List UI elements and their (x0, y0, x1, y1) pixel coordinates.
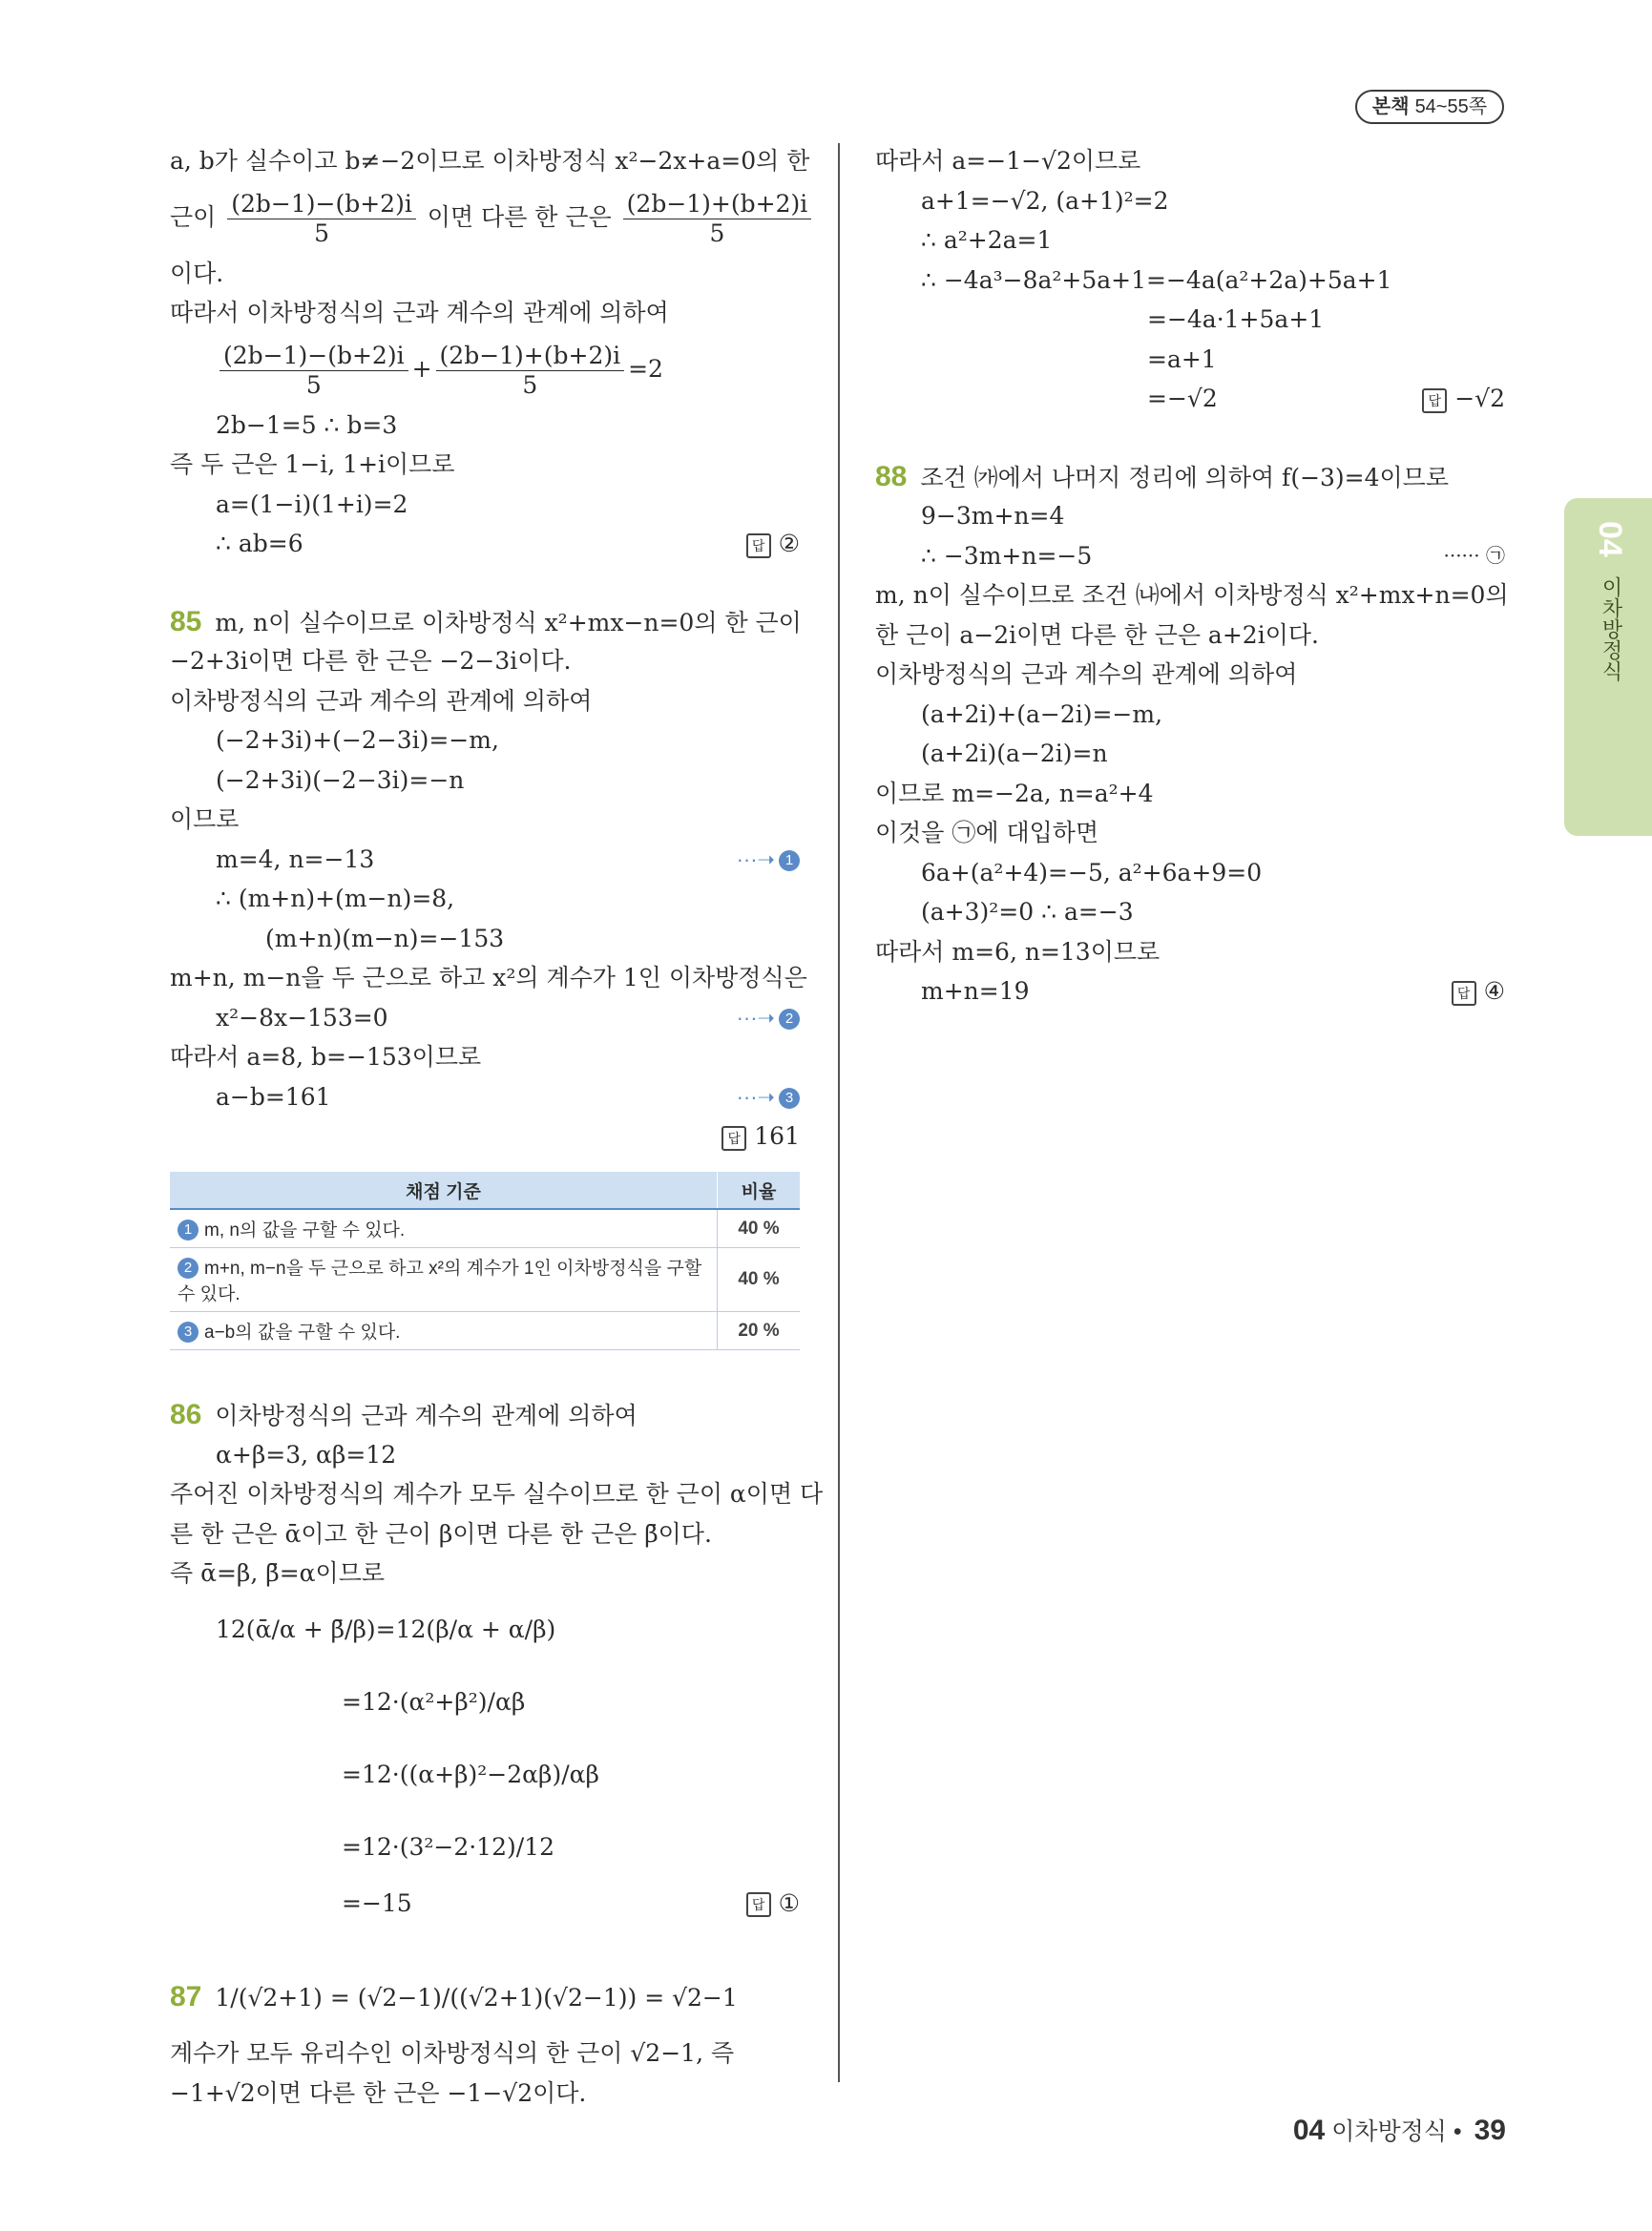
text-fragment: 이차방정식의 근과 계수의 관계에 의하여 (215, 1402, 638, 1429)
criteria-cell (170, 1209, 718, 1248)
page-footer (1293, 2113, 1506, 2147)
left-column (170, 141, 810, 1157)
ratio-cell: 20 % (718, 1312, 801, 1350)
text-line: 따라서 a=8, b=−153이므로 (170, 1043, 482, 1071)
step-number: 3 (178, 1322, 199, 1343)
text-fragment: x²−8x−153=0 (216, 1003, 388, 1032)
text-fragment: =−15 (342, 1888, 412, 1917)
answer-value: ① (778, 1888, 800, 1917)
numerator: (2b−1)−(b+2)i (220, 342, 408, 371)
answer-line (170, 1116, 800, 1157)
text-fragment: 근이 (170, 202, 217, 231)
problem-number: 88 (875, 460, 908, 492)
step-number: 2 (779, 1009, 800, 1030)
equation-line: (−2+3i)+(−2−3i)=−m, (216, 726, 499, 754)
equation-line (170, 1884, 800, 1924)
text-line: m, n이 실수이므로 조건 ㈏에서 이차방정식 x²+mx+n=0의 (875, 581, 1509, 609)
text-line: 주어진 이차방정식의 계수가 모두 실수이므로 한 근이 α이면 다 (170, 1480, 824, 1508)
text-fragment: 이면 다른 한 근은 (427, 202, 612, 231)
page-number: 39 (1474, 2115, 1506, 2146)
answer-value: 161 (754, 1122, 800, 1150)
denominator: 5 (305, 370, 322, 399)
text-fragment: 조건 ㈎에서 나머지 정리에 의하여 f(−3)=4이므로 (920, 463, 1449, 491)
answer-88 (1452, 971, 1505, 1011)
right-column (875, 141, 1509, 1011)
answer-icon: 답 (1452, 981, 1476, 1006)
equation-line: =12·((α+β)²−2αβ)/αβ (342, 1760, 599, 1788)
text-line: a, b가 실수이고 b≠−2이므로 이차방정식 x²−2x+a=0의 한 (170, 147, 810, 175)
chapter-number: 04 (1592, 521, 1628, 557)
text-fragment: ∴ ab=6 (216, 530, 303, 557)
equation-line: =−4a·1+5a+1 (1147, 305, 1325, 333)
text-line: 한 근이 a−2i이면 다른 한 근은 a+2i이다. (875, 620, 1319, 649)
step-marker-2 (737, 998, 800, 1038)
criteria-cell (170, 1312, 718, 1350)
step-number: 2 (178, 1258, 199, 1279)
book-label: 본책 (1371, 96, 1410, 117)
text-line: 이차방정식의 근과 계수의 관계에 의하여 (170, 686, 593, 715)
text-line: 따라서 이차방정식의 근과 계수의 관계에 의하여 (170, 299, 669, 326)
problem-number: 87 (170, 1981, 202, 2012)
answer-icon: 답 (746, 533, 771, 558)
text-fragment: ∴ −3m+n=−5 (921, 541, 1093, 570)
equation-line: =12·(3²−2·12)/12 (342, 1832, 554, 1861)
text-fragment: m+n=19 (921, 977, 1030, 1005)
step-number: 3 (779, 1088, 800, 1109)
text-line: 이것을 ㉠에 대입하면 (875, 819, 1099, 846)
answer-icon: 답 (746, 1892, 771, 1917)
chapter-title: 이차방정식 (1600, 576, 1623, 681)
footer-separator: • (1453, 2118, 1462, 2145)
table-row (170, 1248, 800, 1312)
text-fragment: m, n이 실수이므로 이차방정식 x²+mx−n=0의 한 근이 (215, 608, 802, 636)
equation-line: ∴ (m+n)+(m−n)=8, (216, 885, 455, 912)
answer-87 (1422, 379, 1505, 419)
equation-line: 2b−1=5 ∴ b=3 (216, 410, 398, 439)
equation-line (875, 536, 1505, 576)
text-fragment: =−√2 (1147, 385, 1218, 412)
equation-line: (−2+3i)(−2−3i)=−n (216, 765, 465, 794)
footer-chapter-title: 이차방정식 (1331, 2118, 1447, 2145)
text-fragment: m=4, n=−13 (216, 844, 375, 873)
problem-87-line (170, 1961, 800, 2033)
fraction (227, 190, 416, 248)
equation-line: (a+2i)(a−2i)=n (921, 740, 1108, 767)
fraction (623, 190, 812, 248)
text-line: 이다. (170, 259, 224, 287)
numerator: (2b−1)−(b+2)i (227, 190, 416, 219)
equation-line: 12(ᾱ/α + β̄/β)=12(β/α + α/β) (216, 1615, 556, 1643)
text-line: m+n, m−n을 두 근으로 하고 x²의 계수가 1인 이차방정식은 (170, 964, 807, 991)
criteria-text: m+n, m−n을 두 근으로 하고 x²의 계수가 1인 이차방정식을 구할 수 있다. (178, 1259, 702, 1304)
equation-line (170, 333, 800, 406)
step-marker-3 (737, 1077, 800, 1117)
table-row (170, 1312, 800, 1350)
ratio-cell: 40 % (718, 1248, 801, 1312)
text-fragment: 1/(√2+1) = (√2−1)/((√2+1)(√2−1)) = √2−1 (215, 1984, 738, 2012)
text-line: 계수가 모두 유리수인 이차방정식의 한 근이 √2−1, 즉 (170, 2039, 735, 2067)
answer-icon: 답 (1422, 388, 1447, 413)
answer-84 (746, 524, 800, 564)
fraction (220, 342, 408, 400)
text-line: 이므로 (170, 805, 240, 833)
text-fragment: =2 (628, 354, 663, 383)
equation-line: 9−3m+n=4 (921, 502, 1065, 530)
step-number: 1 (178, 1220, 199, 1241)
answer-value: −√2 (1454, 385, 1505, 412)
left-column-lower (170, 1395, 824, 2113)
column-header-criteria: 채점 기준 (170, 1172, 718, 1209)
text-line: −1+√2이면 다른 한 근은 −1−√2이다. (170, 2078, 587, 2107)
equation-line: a=(1−i)(1+i)=2 (216, 490, 408, 518)
numerator: (2b−1)+(b+2)i (623, 190, 812, 219)
page-reference-badge (1355, 90, 1504, 124)
equation-line: (m+n)(m−n)=−153 (265, 924, 505, 952)
equation-line: ∴ −4a³−8a²+5a+1=−4a(a²+2a)+5a+1 (921, 265, 1392, 294)
step-arrow: ···➝ (736, 1005, 775, 1030)
step-number: 1 (779, 850, 800, 871)
problem-86-line (170, 1395, 800, 1435)
text-line: 른 한 근은 ᾱ이고 한 근이 β이면 다른 한 근은 β̄이다. (170, 1519, 712, 1548)
column-divider (838, 143, 840, 2082)
table-header-row (170, 1172, 800, 1209)
answer-value: ② (778, 530, 800, 557)
denominator: 5 (522, 370, 538, 399)
text-line: 따라서 m=6, n=13이므로 (875, 937, 1161, 966)
answer-value: ④ (1483, 977, 1505, 1005)
equation-line (170, 840, 800, 880)
problem-88-line (875, 457, 1505, 497)
criteria-text: m, n의 값을 구할 수 있다. (204, 1220, 406, 1241)
text-line: 즉 ᾱ=β, β̄=α이므로 (170, 1559, 386, 1587)
table-row (170, 1209, 800, 1248)
equation-line: α+β=3, αβ=12 (216, 1440, 397, 1469)
equation-line (875, 971, 1505, 1011)
scoring-table (170, 1172, 800, 1350)
answer-85 (721, 1116, 800, 1157)
page-range: 54~55쪽 (1414, 96, 1488, 117)
equation-line (170, 998, 800, 1038)
step-badge (178, 1255, 204, 1279)
answer-icon: 답 (721, 1126, 746, 1151)
text-line: 따라서 a=−1−√2이므로 (875, 147, 1141, 175)
text-fragment: a−b=161 (216, 1082, 331, 1111)
problem-85-line (170, 602, 800, 642)
text-line (170, 181, 808, 254)
text-line: 이차방정식의 근과 계수의 관계에 의하여 (875, 660, 1298, 688)
step-arrow: ···➝ (736, 1084, 775, 1109)
equation-line: =a+1 (1147, 344, 1217, 373)
answer-86 (746, 1884, 800, 1924)
equation-line: ∴ a²+2a=1 (921, 226, 1053, 254)
denominator: 5 (709, 219, 725, 247)
criteria-cell (170, 1248, 718, 1312)
equation-line (875, 379, 1505, 419)
equation-line: (a+2i)+(a−2i)=−m, (921, 699, 1163, 728)
equation-line: 6a+(a²+4)=−5, a²+6a+9=0 (921, 858, 1263, 886)
equation-marker: ······ ㉠ (1443, 543, 1505, 567)
equation-line (170, 524, 800, 564)
text-line: 즉 두 근은 1−i, 1+i이므로 (170, 450, 455, 478)
chapter-side-tab (1564, 498, 1652, 836)
problem-number: 86 (170, 1399, 202, 1430)
step-badge (178, 1319, 204, 1343)
criteria-text: a−b의 값을 구할 수 있다. (204, 1323, 401, 1343)
denominator: 5 (314, 219, 329, 247)
step-badge (178, 1217, 204, 1241)
equation-line: (a+3)²=0 ∴ a=−3 (921, 898, 1134, 926)
fraction (436, 342, 625, 400)
column-header-ratio: 비율 (718, 1172, 801, 1209)
problem-number: 85 (170, 605, 202, 637)
equation-line: =12·(α²+β²)/αβ (342, 1687, 526, 1716)
plus-sign: + (411, 354, 432, 383)
footer-chapter-number: 04 (1292, 2115, 1326, 2146)
numerator: (2b−1)+(b+2)i (436, 342, 625, 371)
text-line: −2+3i이면 다른 한 근은 −2−3i이다. (170, 647, 572, 675)
step-marker-1 (737, 840, 800, 880)
equation-line (170, 1077, 800, 1117)
text-line: 이므로 m=−2a, n=a²+4 (875, 779, 1154, 807)
step-arrow: ···➝ (736, 846, 775, 871)
ratio-cell: 40 % (718, 1209, 801, 1248)
equation-line: a+1=−√2, (a+1)²=2 (921, 186, 1169, 215)
